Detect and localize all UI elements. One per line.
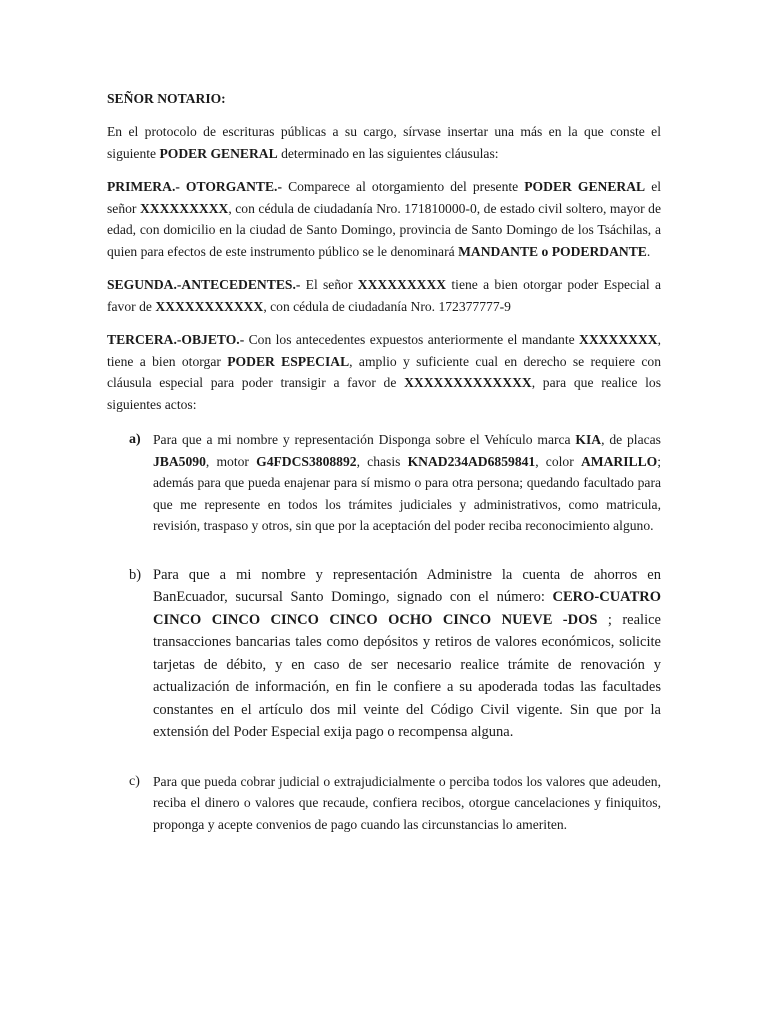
primera-bold-3: XXXXXXXXX (139, 200, 229, 216)
item-a-text-4: , chasis (356, 453, 408, 469)
primera-bold-4: MANDANTE o PODERDANTE (458, 243, 647, 259)
tercera-bold-2: XXXXXXXX (579, 332, 658, 347)
segunda-text-3: , con cédula de ciudadanía Nro. 172377777-9 (263, 298, 511, 314)
segunda-title: SEGUNDA.-ANTECEDENTES.- (107, 277, 301, 292)
primera-text-1: Comparece al otorgamiento del presente (282, 179, 525, 194)
segunda-bold-3: XXXXXXXXXXX (155, 298, 264, 314)
list-item-b-text (153, 564, 661, 744)
intro-paragraph (107, 121, 661, 164)
item-a-text-6: ; además para que pueda enajenar para sí mismo o para otra persona; quedando facultado para que me represente en todos los trámites judiciales y administrativos, como matricula, revisión, traspaso y otros, sin que por la aceptación del poder reciba reconocimiento alguno. (153, 453, 661, 533)
segunda-text-1: El señor (300, 277, 358, 292)
tercera-bold-4: XXXXXXXXXXXXX (404, 375, 532, 390)
tercera-text-3: , amplio y suficiente cual en derecho se requiere con cláusula especial para poder transigir a favor de (107, 353, 662, 390)
item-a-bold-2: JBA5090 (153, 453, 206, 469)
primera-text-4: . (646, 243, 651, 259)
document-page (107, 88, 661, 835)
segunda-bold-2: XXXXXXXXX (357, 277, 447, 292)
item-a-text-2: , de placas (601, 432, 661, 447)
item-b-text-2: ; realice transacciones bancarias tales como depósitos y retiros de valores económicos, solicite tarjetas de débito, y en caso de ser necesario realice trámite de renovación y actualización de información, en fin le confiere a su apoderada todas las facultades constantes en el artículo dos mil veinte del Código Civil vigente. Sin que por la extensión del Poder Especial exija pago o recompensa alguna. (153, 611, 661, 740)
list-marker-c: c) (129, 773, 140, 789)
list-item-c (129, 771, 661, 836)
list-item-a-text (153, 429, 661, 537)
intro-bold-1: PODER GENERAL (159, 145, 278, 161)
primera-text-2: el señor (107, 179, 662, 216)
item-b-bold-1: CERO-CUATRO CINCO CINCO CINCO CINCO OCHO CINCO NUEVE -DOS (153, 589, 661, 628)
primera-title: PRIMERA.- OTORGANTE.- (107, 179, 282, 194)
list-marker-a: a) (129, 432, 141, 447)
item-a-bold-4: KNAD234AD6859841 (407, 453, 536, 469)
primera-bold-2: PODER GENERAL (524, 179, 646, 194)
list-marker-b: b) (129, 566, 142, 583)
item-a-text-5: , color (535, 453, 581, 469)
item-a-bold-1: KIA (575, 432, 602, 447)
intro-text-1: En el protocolo de escrituras públicas a su cargo, sírvase insertar una más en la que conste el siguiente (107, 124, 661, 161)
document-heading: SEÑOR NOTARIO: (107, 91, 226, 106)
clause-segunda (107, 274, 661, 317)
item-a-bold-5: AMARILLO (580, 453, 658, 469)
intro-text-2: determinado en las siguientes cláusulas: (277, 145, 499, 161)
segunda-text-2: tiene a bien otorgar poder Especial a favor de (107, 277, 661, 314)
clause-primera (107, 176, 661, 262)
item-a-text-1: Para que a mi nombre y representación Disponga sobre el Vehículo marca (153, 432, 576, 447)
tercera-text-2: , tiene a bien otorgar (107, 332, 661, 369)
clause-tercera (107, 329, 661, 415)
list-item-a (129, 429, 661, 537)
list-item-c-text (153, 771, 661, 836)
item-a-bold-3: G4FDCS3808892 (256, 453, 357, 469)
tercera-text-1: Con los antecedentes expuestos anteriormente el mandante (244, 332, 580, 347)
tercera-bold-3: PODER ESPECIAL (227, 353, 350, 369)
item-b-text-1: Para que a mi nombre y representación Administre la cuenta de ahorros en BanEcuador, sucursal Santo Domingo, signado con el número: (153, 566, 661, 605)
tercera-title: TERCERA.-OBJETO.- (107, 332, 245, 347)
item-c-text-1: Para que pueda cobrar judicial o extrajudicialmente o perciba todos los valores que adeuden, reciba el dinero o valores que recaude, confiera recibos, otorgue cancelaciones y finiquitos, proponga y acepte convenios de pago cuando las circunstancias lo ameriten. (153, 773, 661, 832)
list-item-b (129, 564, 661, 744)
primera-text-3: , con cédula de ciudadanía Nro. 171810000-0, de estado civil soltero, mayor de edad, con domicilio en la ciudad de Santo Domingo, provincia de Santo Domingo de los Tsáchilas, a quien para efectos de este instrumento público se le denominará (107, 200, 662, 259)
item-a-text-3: , motor (205, 453, 257, 469)
tercera-text-4: , para que realice los siguientes actos: (107, 375, 661, 412)
